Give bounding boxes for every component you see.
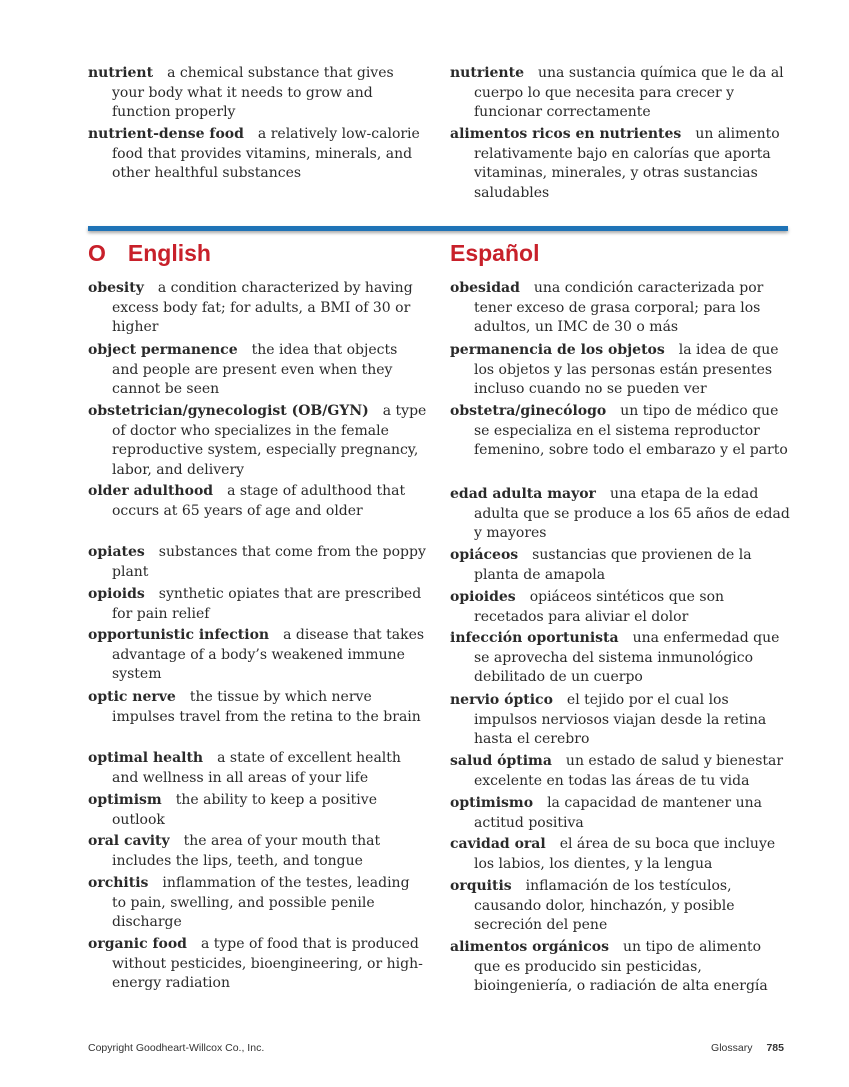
footer-copyright: Copyright Goodheart-Willcox Co., Inc.	[88, 1042, 265, 1054]
entry-term: opiáceos	[450, 547, 519, 563]
entry-term: obesidad	[450, 280, 520, 296]
glossary-entry	[450, 402, 790, 461]
glossary-entry	[88, 543, 428, 582]
entry-definition: a relatively low-calorie food that provides vitamins, minerals, and other healthful substances	[112, 126, 420, 182]
entry-definition: a type of doctor who specializes in the female reproductive system, especially pregnancy, labor, and delivery	[112, 403, 427, 478]
glossary-entry	[450, 835, 790, 874]
entry-definition: the idea that objects and people are present even when they cannot be seen	[112, 342, 398, 398]
glossary-entry	[450, 938, 790, 997]
entry-definition: la capacidad de mantener una actitud positiva	[474, 795, 762, 831]
entry-definition: the tissue by which nerve impulses travel from the retina to the brain	[112, 689, 421, 725]
entry-definition: the area of your mouth that includes the lips, teeth, and tongue	[112, 833, 381, 869]
glossary-entry	[88, 832, 428, 871]
entry-term: edad adulta mayor	[450, 486, 596, 502]
entry-term: permanencia de los objetos	[450, 342, 665, 358]
glossary-entry	[88, 874, 428, 933]
glossary-entry	[450, 588, 790, 627]
entry-definition: un tipo de médico que se especializa en el sistema reproductor femenino, sobre todo el embarazo y el parto	[474, 403, 788, 459]
glossary-entry	[88, 402, 428, 480]
entry-term: nutriente	[450, 65, 524, 81]
glossary-entry	[450, 691, 790, 750]
entry-term: orchitis	[88, 875, 149, 891]
entry-term: opportunistic infection	[88, 627, 270, 643]
glossary-entry	[450, 125, 790, 203]
entry-term: nutrient-dense food	[88, 126, 244, 142]
glossary-entry	[88, 482, 428, 521]
entry-term: object permanence	[88, 342, 238, 358]
entry-definition: una etapa de la edad adulta que se produce a los 65 años de edad y mayores	[474, 486, 790, 542]
glossary-entry	[450, 546, 790, 585]
english-label: English	[127, 240, 211, 266]
entry-term: optimism	[88, 792, 162, 808]
entry-term: opioides	[450, 589, 516, 605]
glossary-entry	[88, 935, 428, 994]
entry-definition: un estado de salud y bienestar excelente en todas las áreas de tu vida	[474, 753, 784, 789]
section-heading-english	[88, 240, 211, 267]
entry-term: obesity	[88, 280, 144, 296]
entry-definition: a type of food that is produced without pesticides, bioengineering, or high-energy radiation	[112, 936, 423, 992]
glossary-entry	[450, 794, 790, 833]
entry-definition: a condition characterized by having excess body fat; for adults, a BMI of 30 or higher	[112, 280, 413, 336]
entry-definition: the ability to keep a positive outlook	[112, 792, 377, 828]
entry-definition: a stage of adulthood that occurs at 65 years of age and older	[112, 483, 406, 519]
entry-definition: sustancias que provienen de la planta de amapola	[474, 547, 752, 583]
entry-term: oral cavity	[88, 833, 170, 849]
entry-term: cavidad oral	[450, 836, 546, 852]
entry-definition: una sustancia química que le da al cuerpo lo que necesita para crecer y funcionar correctamente	[474, 65, 784, 121]
entry-term: nutrient	[88, 65, 154, 81]
entry-definition: la idea de que los objetos y las personas están presentes incluso cuando no se pueden ver	[474, 342, 779, 398]
entry-definition: el área de su boca que incluye los labios, los dientes, y la lengua	[474, 836, 776, 872]
entry-term: older adulthood	[88, 483, 214, 499]
glossary-entry	[88, 626, 428, 685]
entry-definition: a state of excellent health and wellness in all areas of your life	[112, 750, 401, 786]
glossary-entry	[88, 64, 428, 123]
spanish-label: Español	[450, 240, 540, 266]
entry-term: alimentos orgánicos	[450, 939, 609, 955]
entry-term: opiates	[88, 544, 145, 560]
entry-term: opioids	[88, 586, 145, 602]
entry-term: obstetrician/gynecologist (OB/GYN)	[88, 403, 369, 419]
entry-definition: synthetic opiates that are prescribed for pain relief	[112, 586, 422, 622]
glossary-entry	[450, 341, 790, 400]
entry-definition: una condición caracterizada por tener exceso de grasa corporal; para los adultos, un IMC de 30 o más	[474, 280, 764, 336]
glossary-entry	[88, 341, 428, 400]
entry-definition: substances that come from the poppy plant	[112, 544, 426, 580]
entry-term: salud óptima	[450, 753, 552, 769]
glossary-entry	[450, 64, 790, 123]
glossary-entry	[88, 585, 428, 624]
glossary-entry	[88, 791, 428, 830]
footer-section: Glossary	[711, 1042, 753, 1054]
glossary-entry	[450, 279, 790, 338]
section-heading-spanish	[450, 240, 539, 267]
entry-definition: a disease that takes advantage of a body’s weakened immune system	[112, 627, 425, 683]
entry-definition: a chemical substance that gives your body what it needs to grow and function properly	[112, 65, 394, 121]
glossary-entry	[88, 125, 428, 184]
entry-term: optic nerve	[88, 689, 176, 705]
entry-definition: una enfermedad que se aprovecha del sistema inmunológico debilitado de un cuerpo	[474, 630, 780, 686]
entry-definition: un tipo de alimento que es producido sin pesticidas, bioingeniería, o radiación de alta energía	[474, 939, 768, 995]
glossary-entry	[88, 279, 428, 338]
entry-term: orquitis	[450, 878, 512, 894]
entry-definition: el tejido por el cual los impulsos nerviosos viajan desde la retina hasta el cerebro	[474, 692, 767, 748]
entry-definition: un alimento relativamente bajo en calorías que aporta vitaminas, minerales, y otras sustancias saludables	[474, 126, 780, 201]
glossary-entry	[450, 877, 790, 936]
entry-term: organic food	[88, 936, 187, 952]
section-letter: O	[88, 240, 106, 266]
footer-page-info	[711, 1042, 784, 1054]
entry-definition: inflamación de los testículos, causando dolor, hinchazón, y posible secreción del pene	[474, 878, 735, 934]
glossary-entry	[88, 688, 428, 727]
entry-term: infección oportunista	[450, 630, 619, 646]
entry-term: optimal health	[88, 750, 204, 766]
section-divider	[88, 226, 788, 231]
entry-term: nervio óptico	[450, 692, 553, 708]
entry-term: optimismo	[450, 795, 534, 811]
glossary-entry	[450, 629, 790, 688]
glossary-entry	[450, 752, 790, 791]
entry-term: obstetra/ginecólogo	[450, 403, 607, 419]
glossary-entry	[88, 749, 428, 788]
entry-definition: opiáceos sintéticos que son recetados para aliviar el dolor	[474, 589, 725, 625]
page-number: 785	[766, 1042, 784, 1054]
glossary-entry	[450, 485, 790, 544]
entry-term: alimentos ricos en nutrientes	[450, 126, 682, 142]
entry-definition: inflammation of the testes, leading to pain, swelling, and possible penile discharge	[112, 875, 410, 931]
